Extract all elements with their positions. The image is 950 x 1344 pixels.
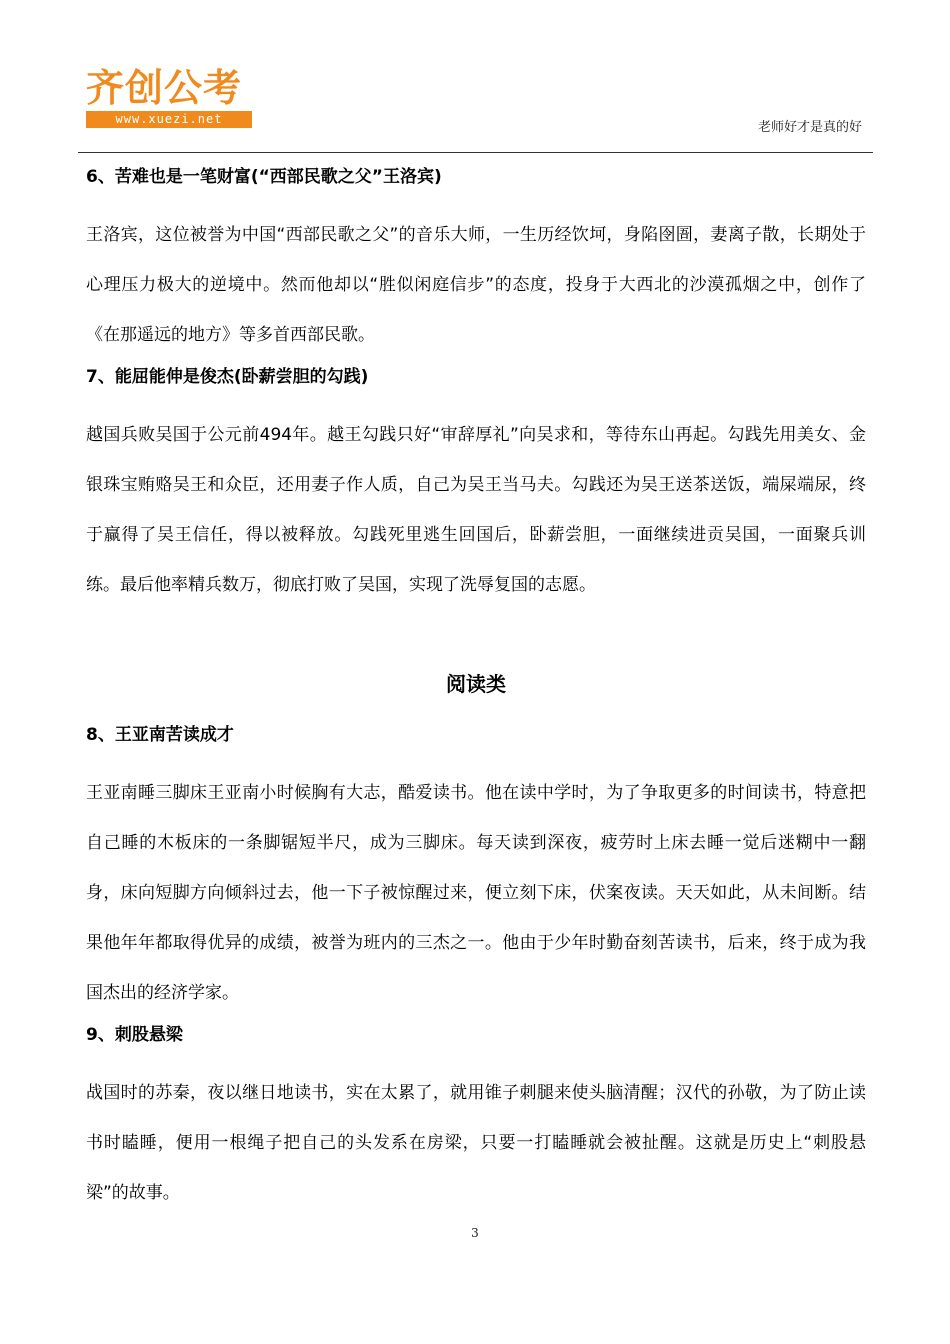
page-number: 3 bbox=[471, 1226, 479, 1240]
brand-logo bbox=[86, 66, 256, 130]
section-heading-7: 7、能屈能伸是俊杰(卧薪尝胆的勾践) bbox=[86, 367, 369, 387]
section-heading-9: 9、刺股悬梁 bbox=[86, 1025, 183, 1045]
header-divider bbox=[78, 152, 873, 153]
category-title: 阅读类 bbox=[446, 672, 506, 696]
logo-url: www.xuezi.net bbox=[86, 111, 252, 128]
section-text-6: 王洛宾，这位被誉为中国“西部民歌之父”的音乐大师，一生历经饮坷，身陷囹圄，妻离子散，长期处于心理压力极大的逆境中。然而他却以“胜似闲庭信步”的态度，投身于大西北的沙漠孤烟之中，创作了《在那遥远的地方》等多首西部民歌。 bbox=[86, 225, 866, 345]
section-text-7: 越国兵败吴国于公元前494年。越王勾践只好“审辞厚礼”向吴求和，等待东山再起。勾践先用美女、金银珠宝贿赂吴王和众臣，还用妻子作人质，自己为吴王当马夫。勾践还为吴王送茶送饭，端屎端尿，终于赢得了吴王信任，得以被释放。勾践死里逃生回国后，卧薪尝胆，一面继续进贡吴国，一面聚兵训练。最后他率精兵数万，彻底打败了吴国，实现了洗辱复国的志愿。 bbox=[86, 425, 866, 595]
section-heading-6: 6、苦难也是一笔财富(“西部民歌之父”王洛宾) bbox=[86, 167, 442, 187]
page-header bbox=[0, 0, 950, 156]
section-text-9: 战国时的苏秦，夜以继日地读书，实在太累了，就用锥子刺腿来使头脑清醒；汉代的孙敬，为了防止读书时瞌睡，便用一根绳子把自己的头发系在房梁，只要一打瞌睡就会被扯醒。这就是历史上“刺股悬梁”的故事。 bbox=[86, 1083, 866, 1203]
page-content bbox=[86, 160, 866, 1218]
header-slogan: 老师好才是真的好 bbox=[757, 120, 862, 135]
section-text-8: 王亚南睡三脚床王亚南小时候胸有大志，酷爱读书。他在读中学时，为了争取更多的时间读书，特意把自己睡的木板床的一条脚锯短半尺，成为三脚床。每天读到深夜，疲劳时上床去睡一觉后迷糊中一翻身，床向短脚方向倾斜过去，他一下子被惊醒过来，便立刻下床，伏案夜读。天天如此，从未间断。结果他年年都取得优异的成绩，被誉为班内的三杰之一。他由于少年时勤奋刻苦读书，后来，终于成为我国杰出的经济学家。 bbox=[86, 783, 866, 1003]
logo-text: 齐创公考 bbox=[86, 66, 243, 110]
section-heading-8: 8、王亚南苦读成才 bbox=[86, 725, 234, 745]
